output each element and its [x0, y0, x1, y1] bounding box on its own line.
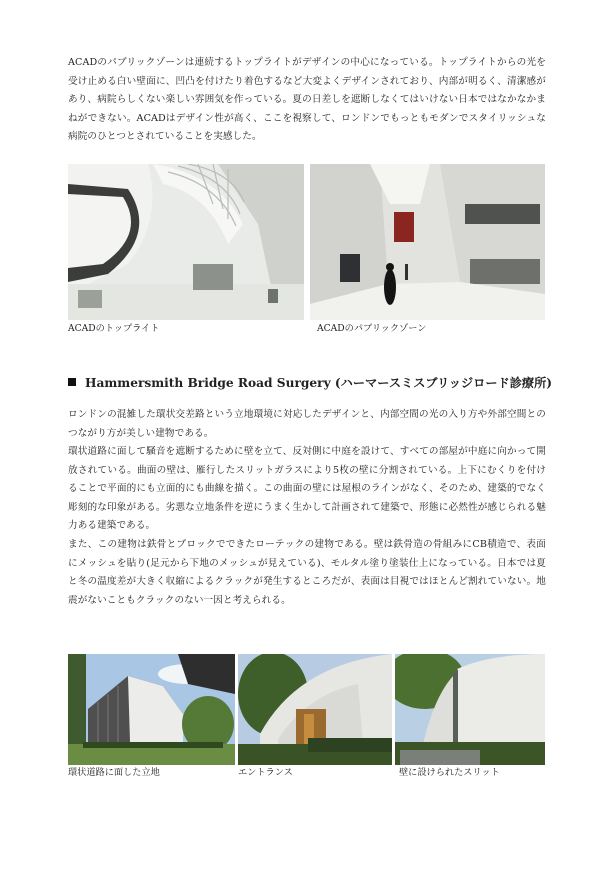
- wall-slit-caption: 壁に設けられたスリット: [399, 767, 500, 778]
- public-zone-photo: [310, 164, 545, 320]
- surgery-paragraph-3: また、この建物は鉄骨とブロックでできたローテックの建物である。壁は鉄骨造の骨組みにCB積造で、表面にメッシュを貼り(足元から下地のメッシュが見えている)、モルタル塗り塗装仕上になっている。日本では夏と冬の温度差が大きく収縮によるクラックが発生するところだが、表面は目視ではほとんど割れていない。地震がないこともクラックのない一因と考えられる。: [68, 539, 546, 606]
- section-heading: [68, 374, 553, 392]
- skylight-caption: ACADのトップライト: [68, 323, 160, 334]
- public-zone-caption: ACADのパブリックゾーン: [317, 323, 427, 334]
- entrance-caption: エントランス: [238, 767, 293, 778]
- entrance-photo: [238, 654, 392, 765]
- surgery-paragraph-2: 環状道路に面して騒音を遮断するために壁を立て、反対側に中庭を設けて、すべての部屋が中庭に向かって開放されている。曲面の壁は、雁行したスリットガラスにより5枚の壁に分割されている。上下にむくりを付けることで平面的にも立面的にも曲線を描く。この曲面の壁には屋根のラインがなく、そのため、建築的でなく彫刻的な印象がある。劣悪な立地条件を逆にうまく生かして計画されて建築で、形態に必然性が感じられる魅力ある建築である。: [68, 446, 546, 532]
- ring-road-site-caption: 環状道路に面した立地: [68, 767, 160, 778]
- wall-slit-photo: [395, 654, 545, 765]
- bullet-square-icon: [68, 378, 76, 386]
- intro-paragraph: ACADのパブリックゾーンは連続するトップライトがデザインの中心になっている。トップライトからの光を受け止める白い壁面に、凹凸を付けたり着色するなど大変よくデザインされており、内部が明るく、清潔感があり、病院らしくない楽しい雰囲気を作っている。夏の日差しを遮断しなくてはいけない日本ではなかなかまねができない。ACADはデザイン性が高く、ここを視察して、ロンドンでもっともモダンでスタイリッシュな病院のひとつとされていることを実感した。: [68, 57, 546, 143]
- surgery-paragraph-1: ロンドンの混雑した環状交差路という立地環境に対応したデザインと、内部空間の光の入り方や外部空間とのつながり方が美しい建物である。: [68, 409, 546, 439]
- skylight-photo: [68, 164, 304, 320]
- ring-road-site-photo: [68, 654, 235, 765]
- section-heading-text: Hammersmith Bridge Road Surgery (ハーマースミスブリッジロード診療所): [85, 376, 553, 390]
